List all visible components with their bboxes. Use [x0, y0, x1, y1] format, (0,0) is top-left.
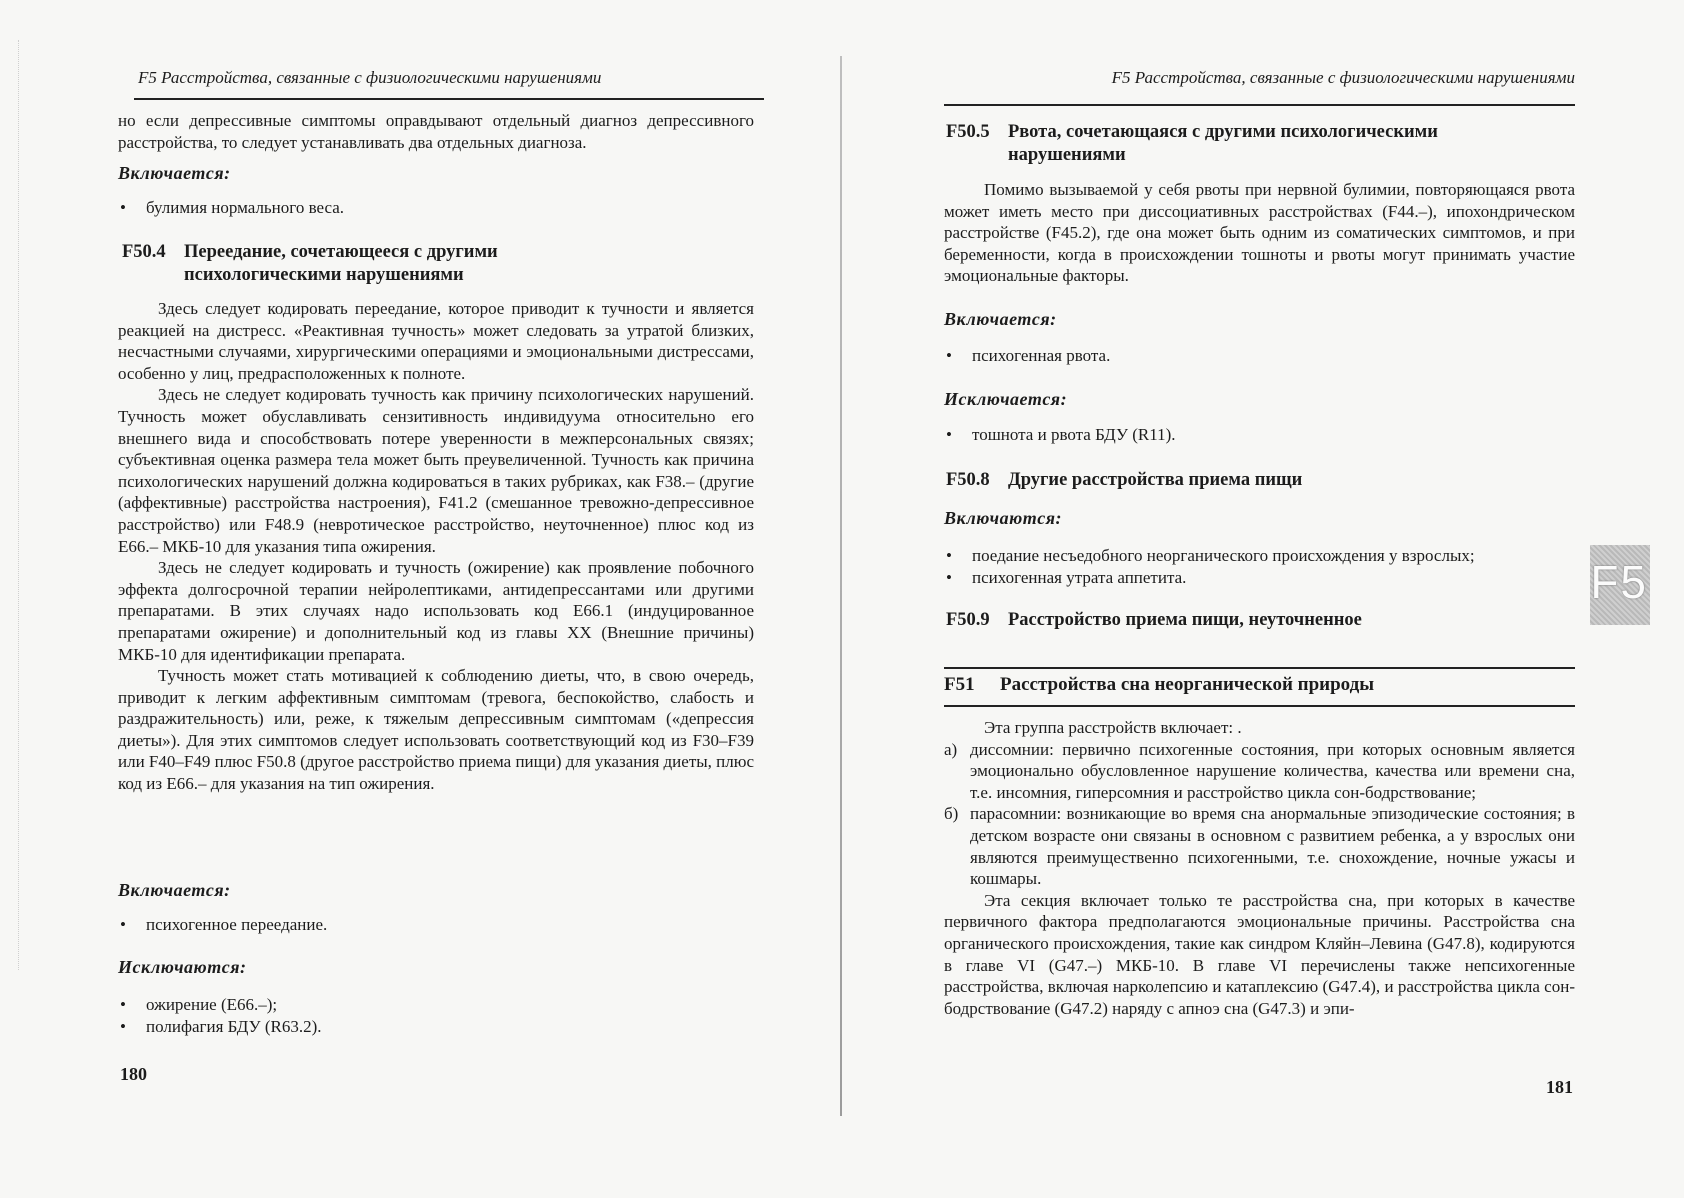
chapter-thumb-tab — [1590, 545, 1650, 625]
included-label: Включается: — [118, 163, 231, 183]
chapter-body-f51 — [944, 717, 1575, 1019]
list-item: • ожирение (E66.–); — [118, 994, 322, 1016]
included-list — [118, 197, 344, 219]
section-title-line1: Рвота, сочетающаяся с другими психологическими — [1008, 122, 1438, 142]
list-item: • психогенное переедание. — [118, 914, 327, 936]
header-rule — [134, 98, 764, 100]
list-item: • поедание несъедобного неорганического происхождения у взрослых; — [944, 545, 1475, 567]
included-label: Включается: — [118, 880, 231, 900]
section-body-f50-4 — [118, 298, 754, 795]
section-title-line2: нарушениями — [1008, 145, 1126, 165]
book-spine — [840, 56, 842, 1116]
enum-item — [944, 803, 1575, 889]
chapter-closing: Эта секция включает только те расстройства сна, при которых в качестве первичного фактора предполагаются эмоциональные причины. Расстройства сна органического происхождения, такие как синдром Кляйн–Левина (G47.8), кодируются в главе VI (G47.–) МКБ-10. В главе VI перечислены также непсихогенные расстройства, включая нарколепсию и катаплексию (G47.4), и расстройства цикла сон-бодрствование (G47.2) наряду с апноэ сна (G47.3) и эпи- — [944, 890, 1575, 1018]
running-head: F5 Расстройства, связанные с физиологическими нарушениями — [1111, 68, 1575, 87]
section-heading-f50-4 — [122, 241, 498, 287]
excluded-list — [944, 424, 1176, 446]
list-item: • тошнота и рвота БДУ (R11). — [944, 424, 1176, 446]
included-label: Включаются: — [944, 508, 1062, 528]
section-heading-f50-9 — [946, 609, 1362, 632]
section-code: F50.9 — [946, 610, 990, 630]
list-item: • психогенная рвота. — [944, 345, 1110, 367]
chapter-rule-top — [944, 667, 1575, 669]
section-title-line2: психологическими нарушениями — [184, 265, 464, 285]
section-code: F50.4 — [122, 242, 166, 262]
enum-marker: б) — [944, 804, 959, 824]
section-heading-f50-8 — [946, 469, 1302, 492]
section-title-line1: Переедание, сочетающееся с другими — [184, 242, 498, 262]
paragraph: Здесь не следует кодировать тучность как причину психологических нарушений. Тучность может обуславливать сензитивность индивидуума относительно его внешнего вида и способствовать потере уверенности в межперсональных связях; субъективная оценка размера тела может быть преувеличенной. Тучность как причина психологических нарушений должна кодироваться в таких рубриках, как F38.– (другие (аффективные) расстройства настроения), F41.2 (смешанное тревожно-депрессивное расстройство) или F48.9 (невротическое расстройство, неуточненное) плюс код из E66.– МКБ-10 для указания типа ожирения. — [118, 385, 754, 556]
intro-text: но если депрессивные симптомы оправдывают отдельный диагноз депрессивного расстройства, то следует устанавливать два отдельных диагноза. — [118, 111, 754, 152]
chapter-code: F51 — [944, 674, 975, 695]
enum-item — [944, 739, 1575, 804]
section-code: F50.5 — [946, 122, 990, 142]
chapter-title: Расстройства сна неорганической природы — [1000, 674, 1375, 695]
list-item: • психогенная утрата аппетита. — [944, 567, 1475, 589]
list-item: • булимия нормального веса. — [118, 197, 344, 219]
excluded-label: Исключается: — [944, 389, 1068, 409]
included-label: Включается: — [944, 309, 1057, 329]
page-number: 180 — [120, 1064, 147, 1084]
paragraph: Здесь не следует кодировать и тучность (ожирение) как проявление побочного эффекта долгосрочной терапии нейролептиками, антидепрессантами или другими препаратами. В этих случаях надо использовать код E66.1 (индуцированное препаратами ожирение) и дополнительный код из главы XX (Внешние причины) МКБ-10 для идентификации препарата. — [118, 558, 754, 664]
enum-text: парасомнии: возникающие во время сна анормальные эпизодические состояния; в детском возрасте они связаны в основном с развитием ребенка, а у взрослых они являются преимущественно психогенными, т.е. снохождение, ночные ужасы и кошмары. — [970, 804, 1575, 889]
paragraph: Тучность может стать мотивацией к соблюдению диеты, что, в свою очередь, приводит к легким аффективным симптомам (тревога, беспокойство, слабость и раздражительность) или, реже, к тяжелым депрессивным симптомам («депрессия диеты»). Для этих симптомов следует использовать соответствующий код из F30–F39 или F40–F49 плюс F50.8 (другое расстройство приема пищи) для указания диеты, плюс код из E66.– для указания на тип ожирения. — [118, 666, 754, 794]
intro-paragraph — [118, 110, 754, 153]
chapter-intro: Эта группа расстройств включает: . — [984, 718, 1242, 737]
included-list — [944, 545, 1475, 588]
excluded-list — [118, 994, 322, 1037]
chapter-heading-f51 — [944, 674, 1374, 696]
header-rule — [944, 104, 1575, 106]
page-number: 181 — [1546, 1077, 1573, 1097]
thumb-tab-label: F5 — [1590, 556, 1648, 608]
section-code: F50.8 — [946, 470, 990, 490]
section-title: Расстройство приема пищи, неуточненное — [1008, 610, 1362, 630]
enum-text: диссомнии: первично психогенные состояния, при которых основным является эмоционально обусловленное нарушение количества, качества или времени сна, т.е. инсомния, гиперсомния и расстройство цикла сон-бодрствование; — [970, 739, 1575, 802]
paragraph: Здесь следует кодировать переедание, которое приводит к тучности и является реакцией на дистресс. «Реактивная тучность» может следовать за утратой близких, несчастными случаями, хирургическими операциями и эмоциональными дистрессами, особенно у лиц, предрасположенных к полноте. — [118, 299, 754, 383]
section-title: Другие расстройства приема пищи — [1008, 470, 1303, 490]
section-body-f50-5 — [944, 179, 1575, 287]
list-item: • полифагия БДУ (R63.2). — [118, 1016, 322, 1038]
included-list — [118, 914, 327, 936]
running-head: F5 Расстройства, связанные с физиологическими нарушениями — [138, 68, 602, 87]
excluded-label: Исключаются: — [118, 957, 247, 977]
chapter-rule-bottom — [944, 705, 1575, 707]
enum-marker: а) — [944, 739, 958, 759]
scan-margin-marks — [18, 40, 33, 970]
paragraph: Помимо вызываемой у себя рвоты при нервной булимии, повторяющаяся рвота может иметь место при диссоциативных расстройствах (F44.–), ипохондрическом расстройстве (F45.2), где она может быть одним из соматических симптомов, и при беременности, когда в происхождении тошноты и рвоты могут принимать участие эмоциональные факторы. — [944, 180, 1575, 286]
section-heading-f50-5 — [946, 121, 1438, 167]
included-list — [944, 345, 1110, 367]
